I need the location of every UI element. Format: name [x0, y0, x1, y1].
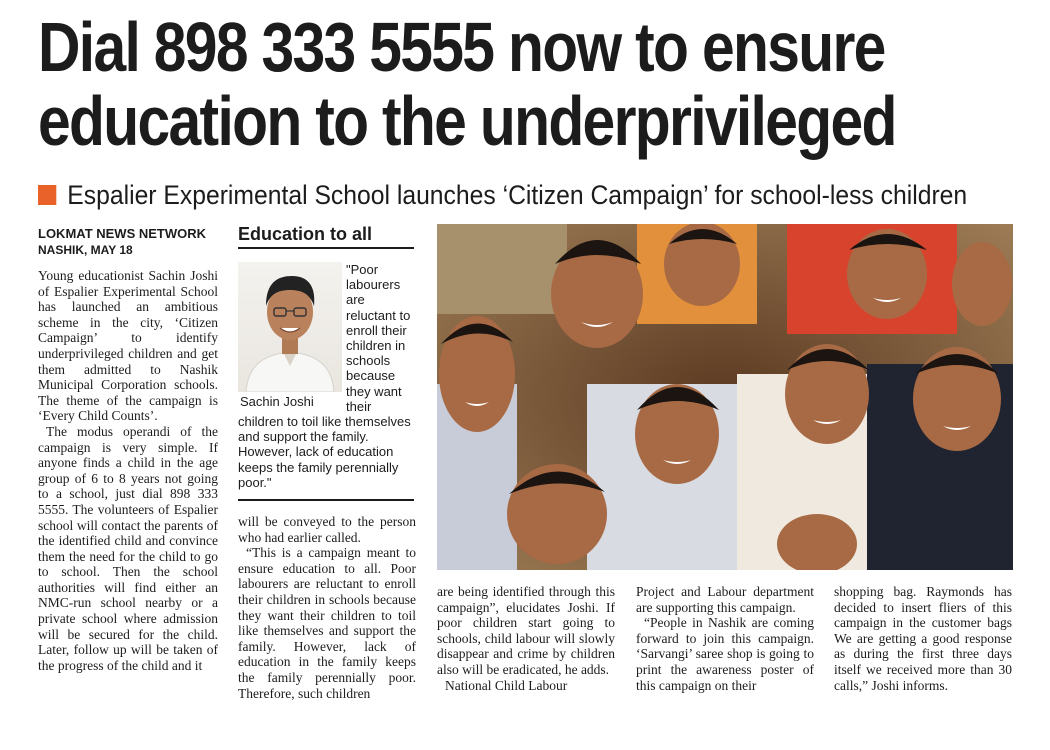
- headline-line-1: Dial 898 333 5555 now to ensure: [38, 8, 885, 86]
- quote-float-spacer: [238, 262, 346, 410]
- subheadline: [38, 180, 967, 211]
- paragraph: Young educationist Sachin Joshi of Espalier Experimental School has launched an ambitious scheme in the city, ‘Citizen Campaign’ to identify underprivileged children and get them admitted to Nashik Municipal Corporation schools. The theme of the campaign is ‘Every Child Counts’.: [38, 268, 218, 424]
- paragraph: “This is a campaign meant to ensure education to all. Poor labourers are reluctant to enroll their children in schools because they want their children to toil like themselves and support the family. However, lack of education in the family keeps the family perennially poor. Therefore, such children: [238, 545, 416, 701]
- paragraph: are being identified through this campaign”, elucidates Joshi. If poor children start going to schools, child labour will slowly disappear and crime by children also will be eradicated, he adds.: [437, 584, 615, 677]
- sidebox-title: Education to all: [238, 224, 414, 249]
- paragraph: will be conveyed to the person who had earlier called.: [238, 514, 416, 545]
- byline-agency: LOKMAT NEWS NETWORK: [38, 226, 207, 241]
- byline: [38, 226, 206, 258]
- headline-line-2: education to the underprivileged: [38, 82, 896, 160]
- paragraph: “People in Nashik are coming forward to join this campaign. ‘Sarvangi’ saree shop is going to print the awareness poster of this campaign on their: [636, 615, 814, 693]
- article-column-4: [636, 584, 814, 693]
- square-bullet-icon: [38, 185, 56, 205]
- article-column-2: [238, 514, 416, 701]
- article-column-1: [38, 268, 218, 673]
- paragraph: Project and Labour department are supporting this campaign.: [636, 584, 814, 615]
- article-column-3: [437, 584, 615, 693]
- article-column-5: [834, 584, 1012, 693]
- pull-quote-text: "Poor labourers are reluctant to enroll their children in schools because they want their children to toil like themselves and support the family. However, lack of education keeps the family perennially poor.": [238, 262, 411, 490]
- paragraph: National Child Labour: [445, 677, 568, 693]
- portrait-caption: Sachin Joshi: [240, 394, 314, 409]
- headline: [38, 8, 896, 160]
- paragraph: shopping bag. Raymonds has decided to insert fliers of this campaign in the customer bags We are getting a good response as during the first three days itself we received more than 30 calls,” Joshi informs.: [834, 584, 1012, 693]
- sidebox-rule: [238, 499, 414, 501]
- paragraph: The modus operandi of the campaign is very simple. If anyone finds a child in the age group of 6 to 8 years not going to a school, just dial 898 333 5555. The volunteers of Espalier school will contact the parents of the identified child and convince them the need for the child to go to school. Then the school authorities will find either an NMC-run school nearby or a private school where admission will be secured for the child. Later, follow up will be taken of the progress of the child and it: [38, 423, 218, 673]
- pull-quote: [238, 262, 416, 494]
- children-group-photo: [437, 224, 1013, 570]
- subheadline-text: Espalier Experimental School launches ‘Citizen Campaign’ for school-less children: [67, 180, 968, 210]
- byline-dateline: NASHIK, MAY 18: [38, 243, 133, 257]
